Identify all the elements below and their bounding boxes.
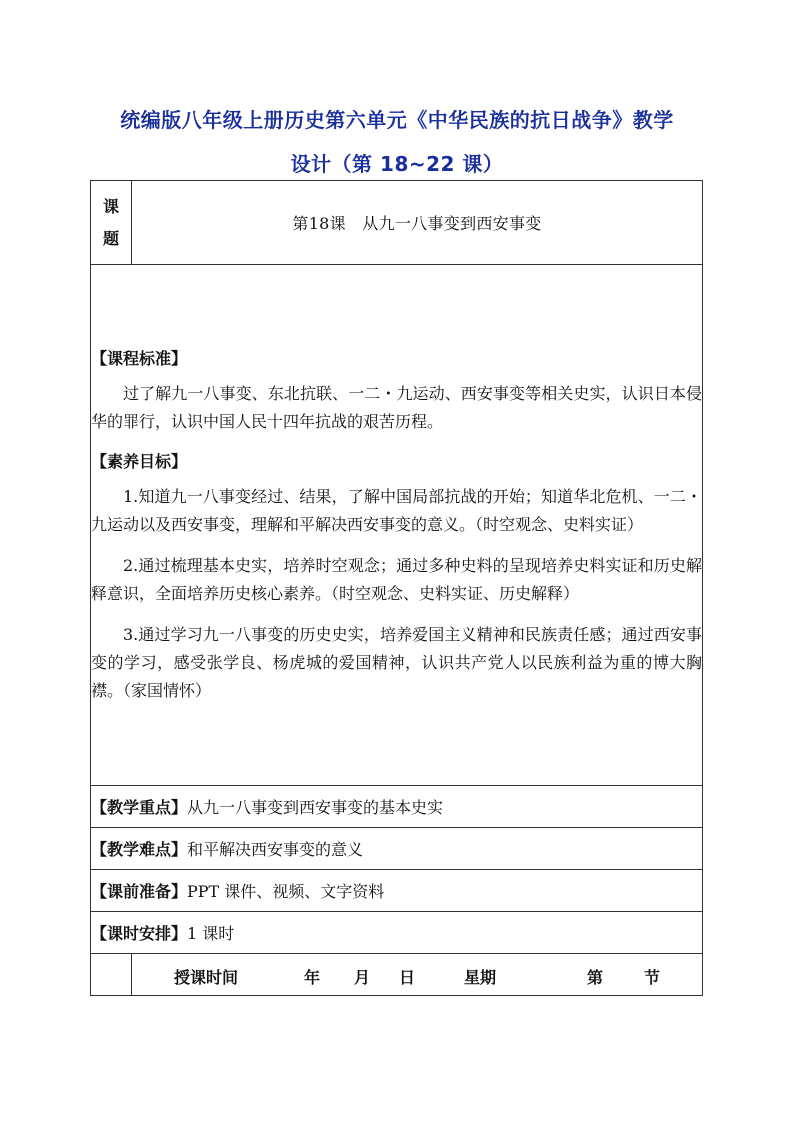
literacy-goal-item: 2.通过梳理基本史实，培养时空观念；通过多种史料的呈现培养史料实证和历史解释意识，全面培养历史核心素养。（时空观念、史料实证、历史解释）: [91, 555, 702, 603]
difficulty-row: [91, 828, 703, 870]
key-point-cell: [91, 786, 703, 828]
document-title-line-2: 设计（第 18~22 课）: [290, 152, 504, 176]
teaching-time-cell: [132, 954, 703, 996]
literacy-goals-heading: 【素养目标】: [91, 451, 188, 471]
teaching-time-label: 授课时间: [174, 968, 239, 987]
schedule-row: [91, 912, 703, 954]
teaching-time-row: [91, 954, 703, 996]
literacy-goal-item: 1.知道九一八事变经过、结果，了解中国局部抗战的开始；知道华北危机、一二・九运动以及西安事变，理解和平解决西安事变的意义。（时空观念、史料实证）: [91, 486, 702, 534]
teaching-time-month: 月: [354, 968, 371, 987]
course-standard-heading: 【课程标准】: [91, 348, 188, 368]
teaching-time-period-suffix: 节: [644, 968, 661, 987]
schedule-cell: [91, 912, 703, 954]
teaching-time-year: 年: [304, 968, 321, 987]
lesson-title: 第18课 从九一八事变到西安事变: [132, 181, 703, 265]
key-point-row: [91, 786, 703, 828]
difficulty-label: 【教学难点】: [91, 840, 188, 859]
lesson-label-char-2: 题: [102, 228, 119, 248]
difficulty-cell: [91, 828, 703, 870]
key-point-label: 【教学重点】: [91, 798, 188, 817]
lesson-label-char-1: 课: [102, 196, 119, 216]
content-cell: [91, 265, 703, 786]
course-standard-text: 过了解九一八事变、东北抗联、一二・九运动、西安事变等相关史实，认识日本侵华的罪行，认识中国人民十四年抗战的艰苦历程。: [91, 383, 702, 431]
difficulty-value: 和平解决西安事变的意义: [187, 840, 364, 859]
preparation-cell: [91, 870, 703, 912]
preparation-label: 【课前准备】: [91, 882, 188, 901]
preparation-row: [91, 870, 703, 912]
lesson-title-row: [91, 181, 703, 265]
teaching-time-period-prefix: 第: [587, 968, 604, 987]
lesson-plan-table: [90, 180, 703, 996]
teaching-time-blank-cell: [91, 954, 132, 996]
preparation-value: PPT 课件、视频、文字资料: [187, 882, 385, 901]
literacy-goal-item: 3.通过学习九一八事变的历史史实，培养爱国主义精神和民族责任感；通过西安事变的学习，感受张学良、杨虎城的爱国精神，认识共产党人以民族利益为重的博大胸襟。（家国情怀）: [91, 624, 702, 700]
schedule-value: 1 课时: [187, 924, 235, 943]
content-row: [91, 265, 703, 786]
schedule-label: 【课时安排】: [91, 924, 188, 943]
document-title-line-1: 统编版八年级上册历史第六单元《中华民族的抗日战争》教学: [120, 108, 674, 132]
teaching-time-day: 日: [399, 968, 416, 987]
key-point-value: 从九一八事变到西安事变的基本史实: [187, 798, 444, 817]
lesson-label-cell: [91, 181, 132, 265]
teaching-time-weekday: 星期: [464, 968, 497, 987]
